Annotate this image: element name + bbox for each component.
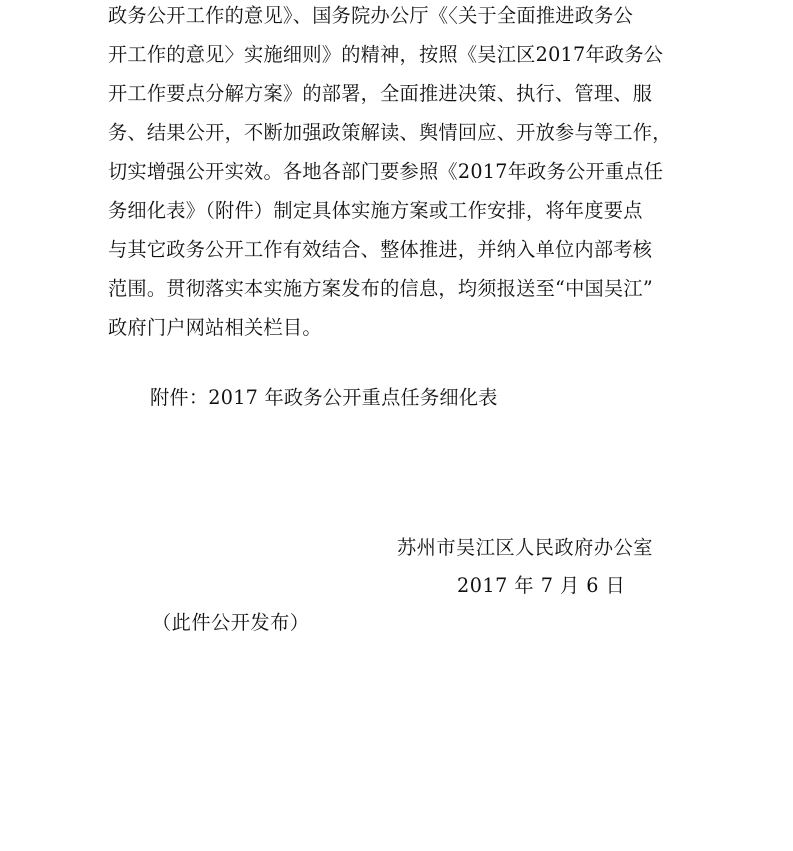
- body-line-1: 政务公开工作的意见》、国务院办公厅《〈关于全面推进政务公: [108, 4, 634, 27]
- body-line-8: 范围。贯彻落实本实施方案发布的信息，均须报送至“中国吴江”: [108, 277, 653, 300]
- attachment-label: 附件：2017 年政务公开重点任务细化表: [150, 386, 498, 409]
- body-line-7: 与其它政务公开工作有效结合、整体推进，并纳入单位内部考核: [108, 238, 653, 261]
- body-line-2: 开工作的意见〉实施细则》的精神，按照《吴江区2017年政务公: [108, 43, 664, 66]
- body-line-6: 务细化表》（附件）制定具体实施方案或工作安排，将年度要点: [108, 199, 643, 222]
- signature-date: 2017 年 7 月 6 日: [457, 574, 626, 597]
- body-line-4: 务、结果公开，不断加强政策解读、舆情回应、开放参与等工作，: [108, 121, 672, 144]
- signature-organization: 苏州市吴江区人民政府办公室: [397, 536, 653, 559]
- body-line-5: 切实增强公开实效。各地各部门要参照《2017年政务公开重点任: [108, 160, 664, 183]
- publication-note: （此件公开发布）: [152, 611, 310, 634]
- body-line-9: 政府门户网站相关栏目。: [108, 316, 322, 339]
- body-line-3: 开工作要点分解方案》的部署，全面推进决策、执行、管理、服: [108, 82, 653, 105]
